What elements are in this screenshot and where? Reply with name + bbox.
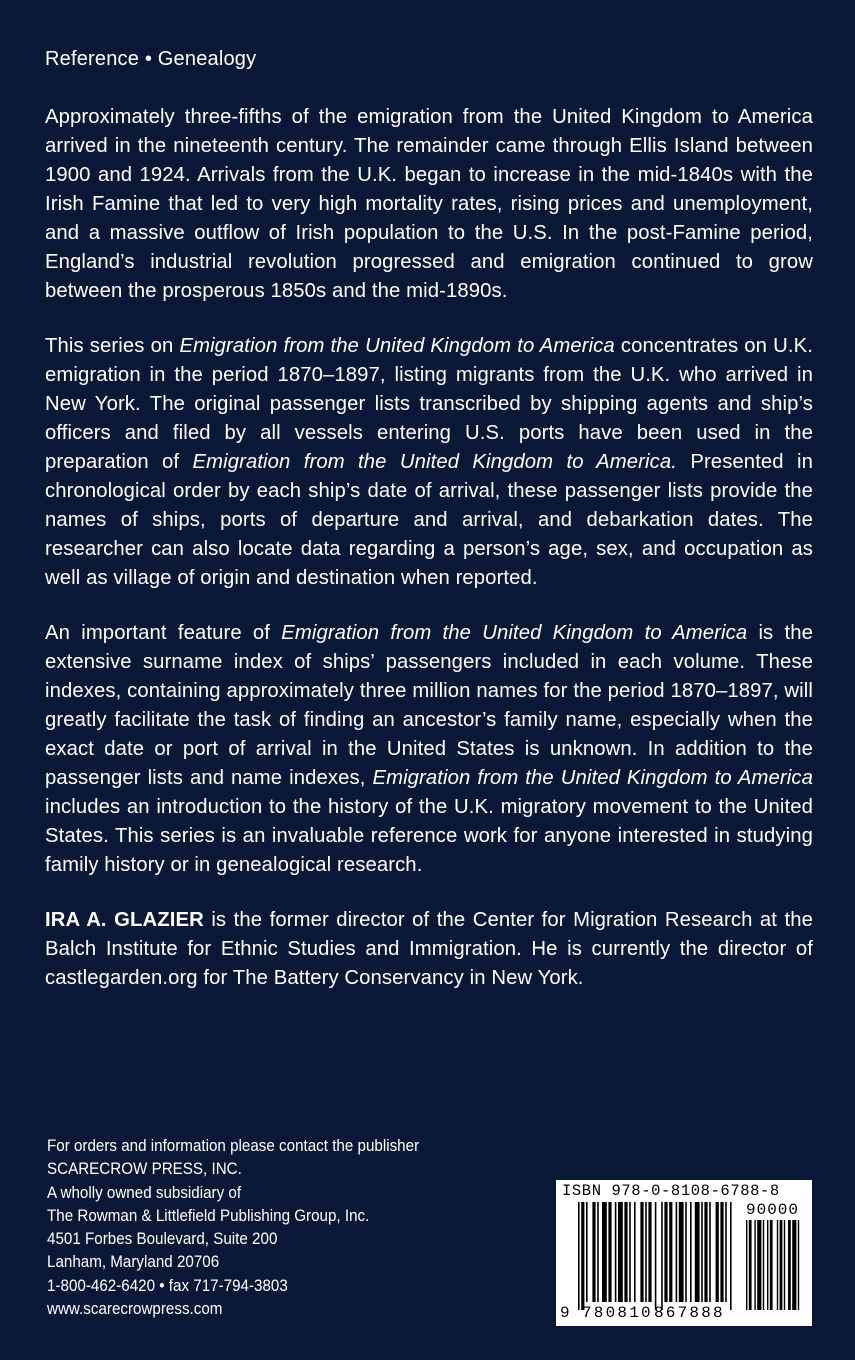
addon-bar bbox=[754, 1220, 755, 1310]
barcode-bar bbox=[578, 1202, 580, 1310]
barcode-bar bbox=[655, 1202, 657, 1310]
price-code: 90000 bbox=[746, 1201, 800, 1219]
barcode-bar bbox=[664, 1202, 667, 1302]
category-label: Reference • Genealogy bbox=[45, 48, 257, 70]
addon-bar bbox=[784, 1220, 785, 1310]
barcode-bar bbox=[629, 1202, 631, 1302]
series-title-italic: Emigration from the United Kingdom to America bbox=[281, 622, 748, 644]
ean-left-group: 780810 bbox=[582, 1304, 653, 1322]
barcode-bar bbox=[618, 1202, 623, 1302]
barcode-bar bbox=[704, 1202, 707, 1302]
publisher-parent-company: The Rowman & Littlefield Publishing Group, Inc. bbox=[47, 1206, 370, 1225]
publisher-website: www.scarecrowpress.com bbox=[47, 1300, 223, 1319]
addon-bar bbox=[770, 1220, 773, 1310]
barcode-bar bbox=[586, 1202, 588, 1302]
isbn-barcode bbox=[556, 1180, 812, 1326]
author-bio-text: is the former director of the Center for Migration Research at the Balch Institute for Ethnic Studies and Immigration. He is currently the director of castlegarden.org for The Battery Conservancy in New York. bbox=[45, 909, 813, 989]
publisher-city: Lanham, Maryland 20706 bbox=[47, 1253, 220, 1272]
p2-text-c: concentrates on U.K. emigration in the period 1870–1897, listing migrants from the U.K. who arrived in New York. The original passenger lists transcribed by shipping agents and ship’s officers and filed by all vessels entering U.S. ports have been used in the preparation of bbox=[45, 335, 813, 473]
barcode-bar bbox=[709, 1202, 711, 1302]
publisher-info bbox=[47, 1135, 419, 1321]
addon-bar bbox=[798, 1220, 799, 1310]
barcode-bar bbox=[634, 1202, 636, 1302]
publisher-street-address: 4501 Forbes Boulevard, Suite 200 bbox=[47, 1230, 278, 1249]
barcode-bar bbox=[685, 1202, 687, 1302]
p2-text-a: This series on bbox=[45, 335, 180, 357]
series-title-italic: Emigration from the United Kingdom to America bbox=[372, 767, 814, 789]
paragraph-author-bio bbox=[45, 906, 813, 993]
barcode-bar bbox=[648, 1202, 651, 1302]
barcode-bar bbox=[730, 1202, 732, 1310]
barcode-bar bbox=[690, 1202, 692, 1302]
barcode-bar bbox=[624, 1202, 627, 1302]
isbn-number: ISBN 978-0-8108-6788-8 bbox=[562, 1182, 780, 1200]
barcode-bar bbox=[669, 1202, 672, 1302]
p2-text-e: Presented in chronological order by each ship’s date of arrival, these passenger lists provide the names of ships, ports of departure and arrival, and debarkation dates. The researcher can also locate data regarding a person’s age, sex, and occupation as well as village of origin and destination when reported. bbox=[45, 451, 813, 589]
barcode-bar bbox=[597, 1202, 599, 1302]
addon-bar bbox=[767, 1220, 768, 1310]
barcode-bar bbox=[695, 1202, 700, 1302]
p3-text-a: An important feature of bbox=[45, 622, 282, 644]
publisher-subsidiary-line: A wholly owned subsidiary of bbox=[47, 1183, 242, 1202]
back-cover-description bbox=[45, 103, 813, 1019]
barcode-bar bbox=[581, 1202, 584, 1310]
addon-bar bbox=[746, 1220, 747, 1310]
barcode-bar bbox=[679, 1202, 684, 1302]
publisher-name: SCARECROW PRESS, INC. bbox=[47, 1160, 242, 1179]
series-title-italic: Emigration from the United Kingdom to America bbox=[179, 335, 615, 357]
addon-bar bbox=[763, 1220, 764, 1310]
p3-text-e: includes an introduction to the history of the U.K. migratory movement to the United States. This series is an invaluable reference work for anyone interested in studying family history or in genealogical research. bbox=[45, 796, 813, 876]
addon-bar bbox=[757, 1220, 761, 1310]
addon-bar bbox=[780, 1220, 783, 1310]
ean-first-digit: 9 bbox=[560, 1304, 570, 1322]
barcode-bar bbox=[640, 1202, 643, 1302]
series-title-italic: Emigration from the United Kingdom to America. bbox=[192, 451, 677, 473]
barcode-bar bbox=[701, 1202, 703, 1302]
addon-bar bbox=[788, 1220, 791, 1310]
author-name: IRA A. GLAZIER bbox=[45, 909, 204, 931]
barcode-bar bbox=[716, 1202, 719, 1302]
barcode-bar bbox=[661, 1202, 663, 1310]
paragraph-index-feature bbox=[45, 619, 813, 880]
barcode-bar bbox=[602, 1202, 607, 1302]
p3-text-c: is the extensive surname index of ships’ passengers included in each volume. These indexes, containing approximately three million names for the period 1870–1897, will greatly facilitate the task of finding an ancestor’s family name, especially when the exact date or port of arrival in the United States is unknown. In addition to the passenger lists and name indexes, bbox=[45, 622, 813, 789]
barcode-bar bbox=[720, 1202, 723, 1302]
paragraph-emigration-history: Approximately three-fifths of the emigration from the United Kingdom to America arrived in the nineteenth century. The remainder came through Ellis Island between 1900 and 1924. Arrivals from the U.K. began to increase in the mid-1840s with the Irish Famine that led to very high mortality rates, rising prices and unemployment, and a massive outflow of Irish population to the U.S. In the post-Famine period, England’s industrial revolution progressed and emigration continued to grow between the prosperous 1850s and the mid-1890s. bbox=[45, 106, 813, 302]
barcode-bar bbox=[676, 1202, 678, 1302]
ean-right-group: 867888 bbox=[654, 1304, 725, 1322]
addon-bar bbox=[777, 1220, 778, 1310]
publisher-phone-fax: 1-800-462-6420 • fax 717-794-3803 bbox=[47, 1276, 288, 1295]
barcode-bar bbox=[608, 1202, 611, 1302]
addon-bar bbox=[749, 1220, 752, 1310]
paragraph-series-overview bbox=[45, 332, 813, 593]
barcode-bar bbox=[615, 1202, 617, 1302]
barcode-bar bbox=[645, 1202, 647, 1302]
barcode-bar bbox=[725, 1202, 727, 1302]
addon-bar bbox=[792, 1220, 796, 1310]
barcode-bar bbox=[592, 1202, 595, 1302]
publisher-contact-line: For orders and information please contact the publisher bbox=[47, 1137, 420, 1155]
